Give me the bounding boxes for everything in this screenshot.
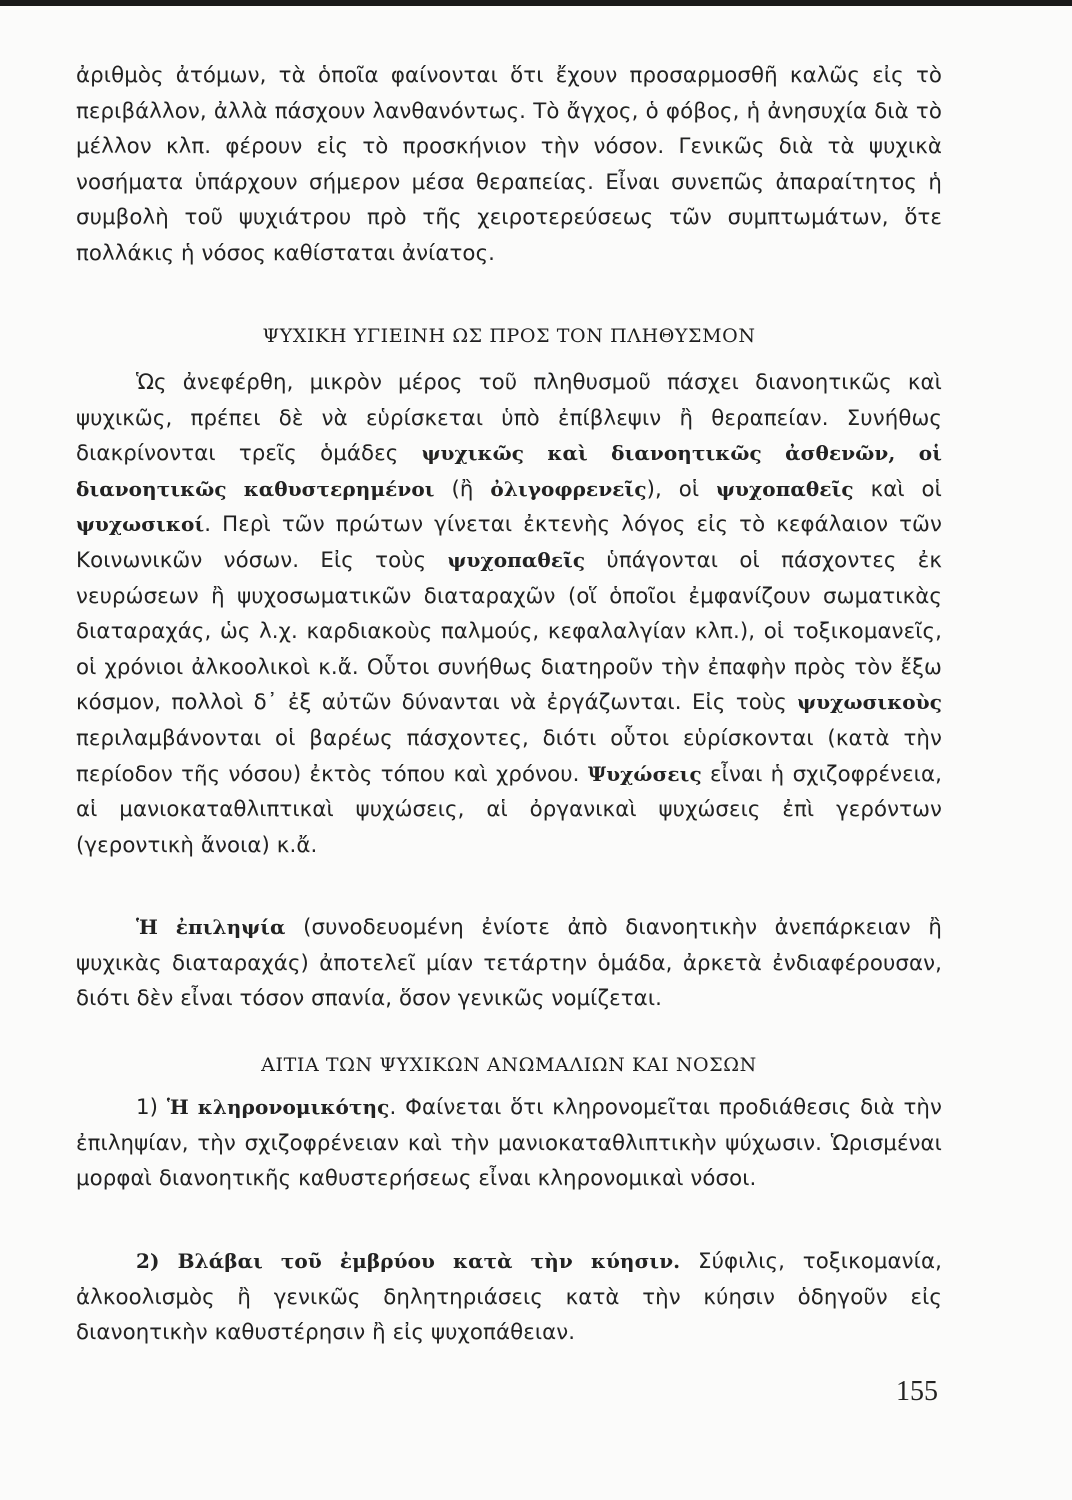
paragraph-text: 2) Βλάβαι τοῦ ἐμβρύου κατὰ τὴν κύησιν. Σύφιλις, τοξικομανία, ἀλκοολισμὸς ἢ γενικῶς δηλητηριάσεις κατὰ τὴν κύησιν ὁδηγοῦν εἰς διανοητικὴν καθυστέρησιν ἢ εἰς ψυχοπάθειαν. bbox=[76, 1249, 942, 1346]
page-number: 155 bbox=[896, 1376, 938, 1407]
paragraph-intro bbox=[76, 58, 942, 272]
paragraph-text: 1) Ἡ κληρονομικότης. Φαίνεται ὅτι κληρονομεῖται προδιάθεσις διὰ τὴν ἐπιληψίαν, τὴν σχιζοφρένειαν καὶ τὴν μανιοκαταθλιπτικὴν ψύχωσιν. Ὡρισμέναι μορφαὶ διανοητικῆς καθυστερήσεως εἶναι κληρονομικαὶ νόσοι. bbox=[76, 1095, 942, 1192]
paragraph-heredity bbox=[76, 1090, 942, 1197]
section-heading-mental-hygiene: ΨΥΧΙΚΗ ΥΓΙΕΙΝΗ ΩΣ ΠΡΟΣ ΤΟΝ ΠΛΗΘΥΣΜΟΝ bbox=[262, 325, 756, 347]
section-heading-causes: ΑΙΤΙΑ ΤΩΝ ΨΥΧΙΚΩΝ ΑΝΩΜΑΛΙΩΝ ΚΑΙ ΝΟΣΩΝ bbox=[261, 1054, 757, 1076]
paragraph-epilepsy bbox=[76, 910, 942, 1017]
paragraph-embryo-damage bbox=[76, 1244, 942, 1351]
paragraph-text: Ἡ ἐπιληψία (συνοδευομένη ἐνίοτε ἀπὸ διανοητικὴν ἀνεπάρκειαν ἢ ψυχικὰς διαταραχάς) ἀποτελεῖ μίαν τετάρτην ὁμάδα, ἀρκετὰ ἐνδιαφέρουσαν, διότι δὲν εἶναι τόσον σπανία, ὅσον γενικῶς νομίζεται. bbox=[76, 915, 942, 1012]
scan-edge-shadow bbox=[0, 0, 1072, 6]
paragraph-groups bbox=[76, 365, 942, 863]
paragraph-text: Ὡς ἀνεφέρθη, μικρὸν μέρος τοῦ πληθυσμοῦ πάσχει διανοητικῶς καὶ ψυχικῶς, πρέπει δὲ νὰ εὑρίσκεται ὑπὸ ἐπίβλεψιν ἢ θεραπείαν. Συνήθως διακρίνονται τρεῖς ὁμάδες ψυχικῶς καὶ διανοητικῶς ἀσθενῶν, οἱ διανοητικῶς καθυστερημένοι (ἢ ὀλιγοφρενεῖς), οἱ ψυχοπαθεῖς καὶ οἱ ψυχωσικοί. Περὶ τῶν πρώτων γίνεται ἐκτενὴς λόγος εἰς τὸ κεφάλαιον τῶν Κοινωνικῶν νόσων. Εἰς τοὺς ψυχοπαθεῖς ὑπάγονται οἱ πάσχοντες ἐκ νευρώσεων ἢ ψυχοσωματικῶν διαταραχῶν (οἵ ὁποῖοι ἐμφανίζουν σωματικὰς διαταραχάς, ὡς λ.χ. καρδιακοὺς παλμούς, κεφαλαλγίαν κλπ.), οἱ τοξικομανεῖς, οἱ χρόνιοι ἀλκοολικοὶ κ.ἄ. Οὗτοι συνήθως διατηροῦν τὴν ἐπαφὴν πρὸς τὸν ἔξω κόσμον, πολλοὶ δ᾽ ἐξ αὐτῶν δύνανται νὰ ἐργάζωνται. Εἰς τοὺς ψυχωσικοὺς περιλαμβάνονται οἱ βαρέως πάσχοντες, διότι οὗτοι εὑρίσκονται (κατὰ τὴν περίοδον τῆς νόσου) ἐκτὸς τόπου καὶ χρόνου. Ψυχώσεις εἶναι ἡ σχιζοφρένεια, αἱ μανιοκαταθλιπτικαὶ ψυχώσεις, αἱ ὀργανικαὶ ψυχώσεις ἐπὶ γερόντων (γεροντικὴ ἄνοια) κ.ἄ. bbox=[76, 370, 942, 858]
paragraph-text: ἀριθμὸς ἀτόμων, τὰ ὁποῖα φαίνονται ὅτι ἔχουν προσαρμοσθῆ καλῶς εἰς τὸ περιβάλλον, ἀλλὰ πάσχουν λανθανόντως. Τὸ ἄγχος, ὁ φόβος, ἡ ἀνησυχία διὰ τὸ μέλλον κλπ. φέρουν εἰς τὸ προσκήνιον τὴν νόσον. Γενικῶς διὰ τὰ ψυχικὰ νοσήματα ὑπάρχουν σήμερον μέσα θεραπείας. Εἶναι συνεπῶς ἀπαραίτητος ἡ συμβολὴ τοῦ ψυχιάτρου πρὸ τῆς χειροτερεύσεως τῶν συμπτωμάτων, ὅτε πολλάκις ἡ νόσος καθίσταται ἀνίατος. bbox=[76, 63, 942, 266]
